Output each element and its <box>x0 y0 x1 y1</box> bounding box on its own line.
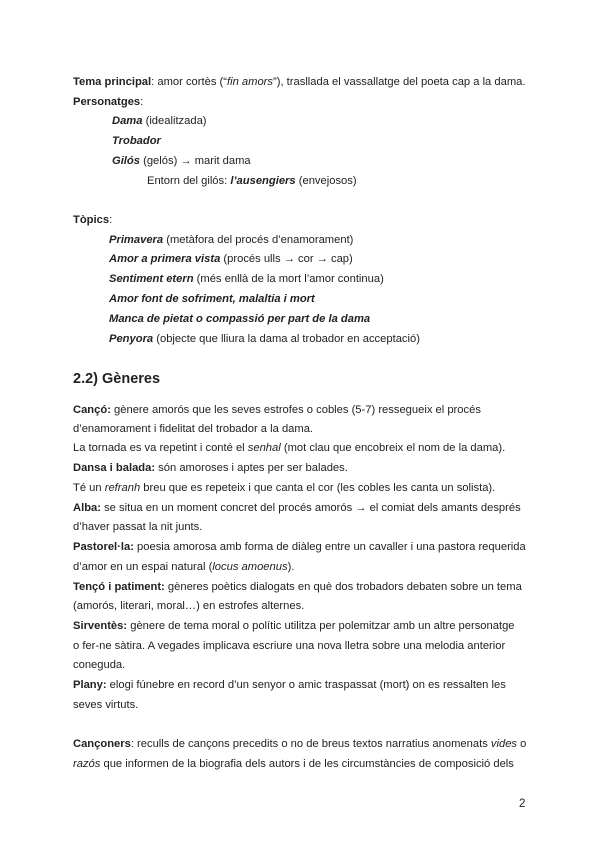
genre-pastorel-cont: d’amor en un espai natural (locus amoenus). <box>73 561 295 573</box>
genre-canso-cont: d’enamorament i fidelitat del trobador a la dama. <box>73 423 314 435</box>
genre-refranh: Té un refranh breu que es repeteix i que canta el cor (les cobles les canta un solista). <box>73 482 496 494</box>
personatge-trobador: Trobador <box>112 135 161 147</box>
topic-item: Manca de pietat o compassió per part de la dama <box>109 313 371 325</box>
canconers-line: Cançoners: reculls de cançons precedits o no de breus textos narratius anomenats vides o <box>73 738 527 750</box>
canconers-line-cont: razós que informen de la biografia dels autors i de les circumstàncies de composició dels <box>73 758 514 770</box>
tema-label: Tema principal <box>73 76 152 88</box>
tema-line: Tema principal: amor cortès (“fin amors”), traslladа el vassallatge del poeta cap a la dama. <box>73 76 526 88</box>
genre-sirventes-cont: o fer-ne sàtira. A vegades implicava escriure una nova lletra sobre una melodia anterior <box>73 640 506 652</box>
genre-tenso-cont: (amorós, literari, moral…) en estrofes alternes. <box>73 600 305 612</box>
topic-item: Primavera (metàfora del procés d’enamorament) <box>109 234 354 246</box>
section-title: 2.2) Gèneres <box>73 371 161 387</box>
personatge-gilos: Gilós (gelós) → marit dama <box>112 155 251 167</box>
genre-pastorel: Pastorel·la: poesia amorosa amb forma de diàleg entre un cavaller i una pastora requerida <box>73 541 526 553</box>
topic-item: Amor a primera vista (procés ulls → cor → cap) <box>109 253 353 265</box>
topic-item: Amor font de sofriment, malaltia i mort <box>109 293 315 305</box>
personatge-dama: Dama (idealitzada) <box>112 115 207 127</box>
topic-item: Sentiment etern (més enllà de la mort l’amor continua) <box>109 273 384 285</box>
genre-dansa: Dansa i balada: són amoroses i aptes per ser balades. <box>73 462 348 474</box>
topics-heading: Tòpics: <box>73 214 113 226</box>
topic-item: Penyora (objecte que lliura la dama al trobador en acceptació) <box>109 333 420 345</box>
genre-plany: Plany: elogi fúnebre en record d’un senyor o amic traspassat (mort) on es ressalten les <box>73 679 506 691</box>
genre-sirventes: Sirventès: gènere de tema moral o polític utilitza per polemitzar amb un altre personatge <box>73 620 515 632</box>
genre-tornada: La tornada es va repetint i conté el senhal (mot clau que encobreix el nom de la dama). <box>73 442 506 454</box>
personatge-entorn: Entorn del gilós: l’ausengiers (envejosos) <box>147 175 357 187</box>
personatges-heading: Personatges: <box>73 96 144 108</box>
genre-canso: Cançó: gènere amorós que les seves estrofes o cobles (5-7) ressegueix el procés <box>73 404 481 416</box>
genre-plany-cont: seves virtuts. <box>73 699 139 711</box>
genre-tenso: Tençó i patiment: gèneres poètics dialogats en què dos trobadors debaten sobre un tema <box>73 581 522 593</box>
genre-alba-cont: d’haver passat la nit junts. <box>73 521 203 533</box>
genre-alba: Alba: se situa en un moment concret del procés amorós → el comiat dels amants després <box>73 502 521 514</box>
genre-sirventes-cont2: coneguda. <box>73 659 126 671</box>
page-number: 2 <box>519 798 526 810</box>
